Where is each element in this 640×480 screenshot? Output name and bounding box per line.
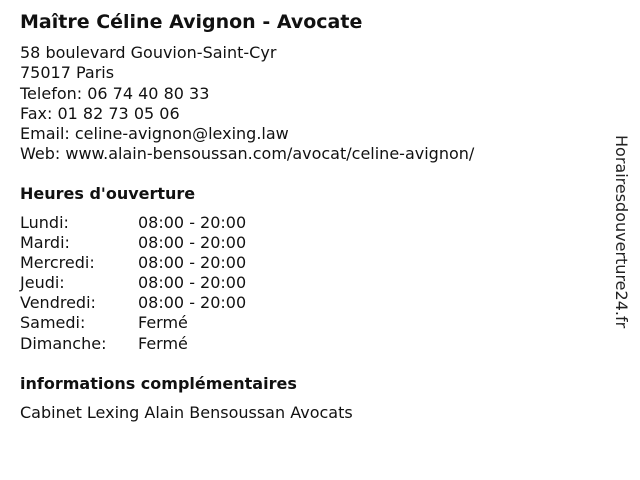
address-city: 75017 Paris	[20, 63, 115, 83]
site-watermark: Horairesdouverture24.fr	[612, 135, 631, 329]
phone-number: Telefon: 06 74 40 80 33	[20, 83, 210, 103]
fax-number: Fax: 01 82 73 05 06	[20, 103, 180, 123]
opening-hours-heading: Heures d'ouverture	[20, 184, 196, 203]
day-label: Jeudi:	[20, 273, 65, 293]
day-hours: Fermé	[138, 333, 188, 353]
additional-info-text: Cabinet Lexing Alain Bensoussan Avocats	[20, 403, 353, 422]
day-hours: 08:00 - 20:00	[138, 253, 247, 273]
address-street: 58 boulevard Gouvion-Saint-Cyr	[20, 43, 277, 62]
email-address: Email: celine-avignon@lexing.law	[20, 124, 289, 144]
contact-block	[20, 43, 474, 165]
page-title: Maître Céline Avignon - Avocate	[20, 11, 363, 33]
day-label: Mercredi:	[20, 253, 95, 273]
day-label: Vendredi:	[20, 293, 96, 313]
day-hours: 08:00 - 20:00	[138, 213, 247, 232]
day-hours: 08:00 - 20:00	[138, 293, 247, 313]
day-hours: 08:00 - 20:00	[138, 273, 247, 293]
additional-info-heading: informations complémentaires	[20, 374, 297, 393]
day-label: Mardi:	[20, 233, 70, 253]
day-label: Samedi:	[20, 313, 86, 333]
day-hours: 08:00 - 20:00	[138, 233, 247, 253]
day-label: Dimanche:	[20, 333, 107, 353]
day-label: Lundi:	[20, 213, 69, 232]
day-hours: Fermé	[138, 313, 188, 333]
website-url: Web: www.alain-bensoussan.com/avocat/celine-avignon/	[20, 144, 475, 164]
